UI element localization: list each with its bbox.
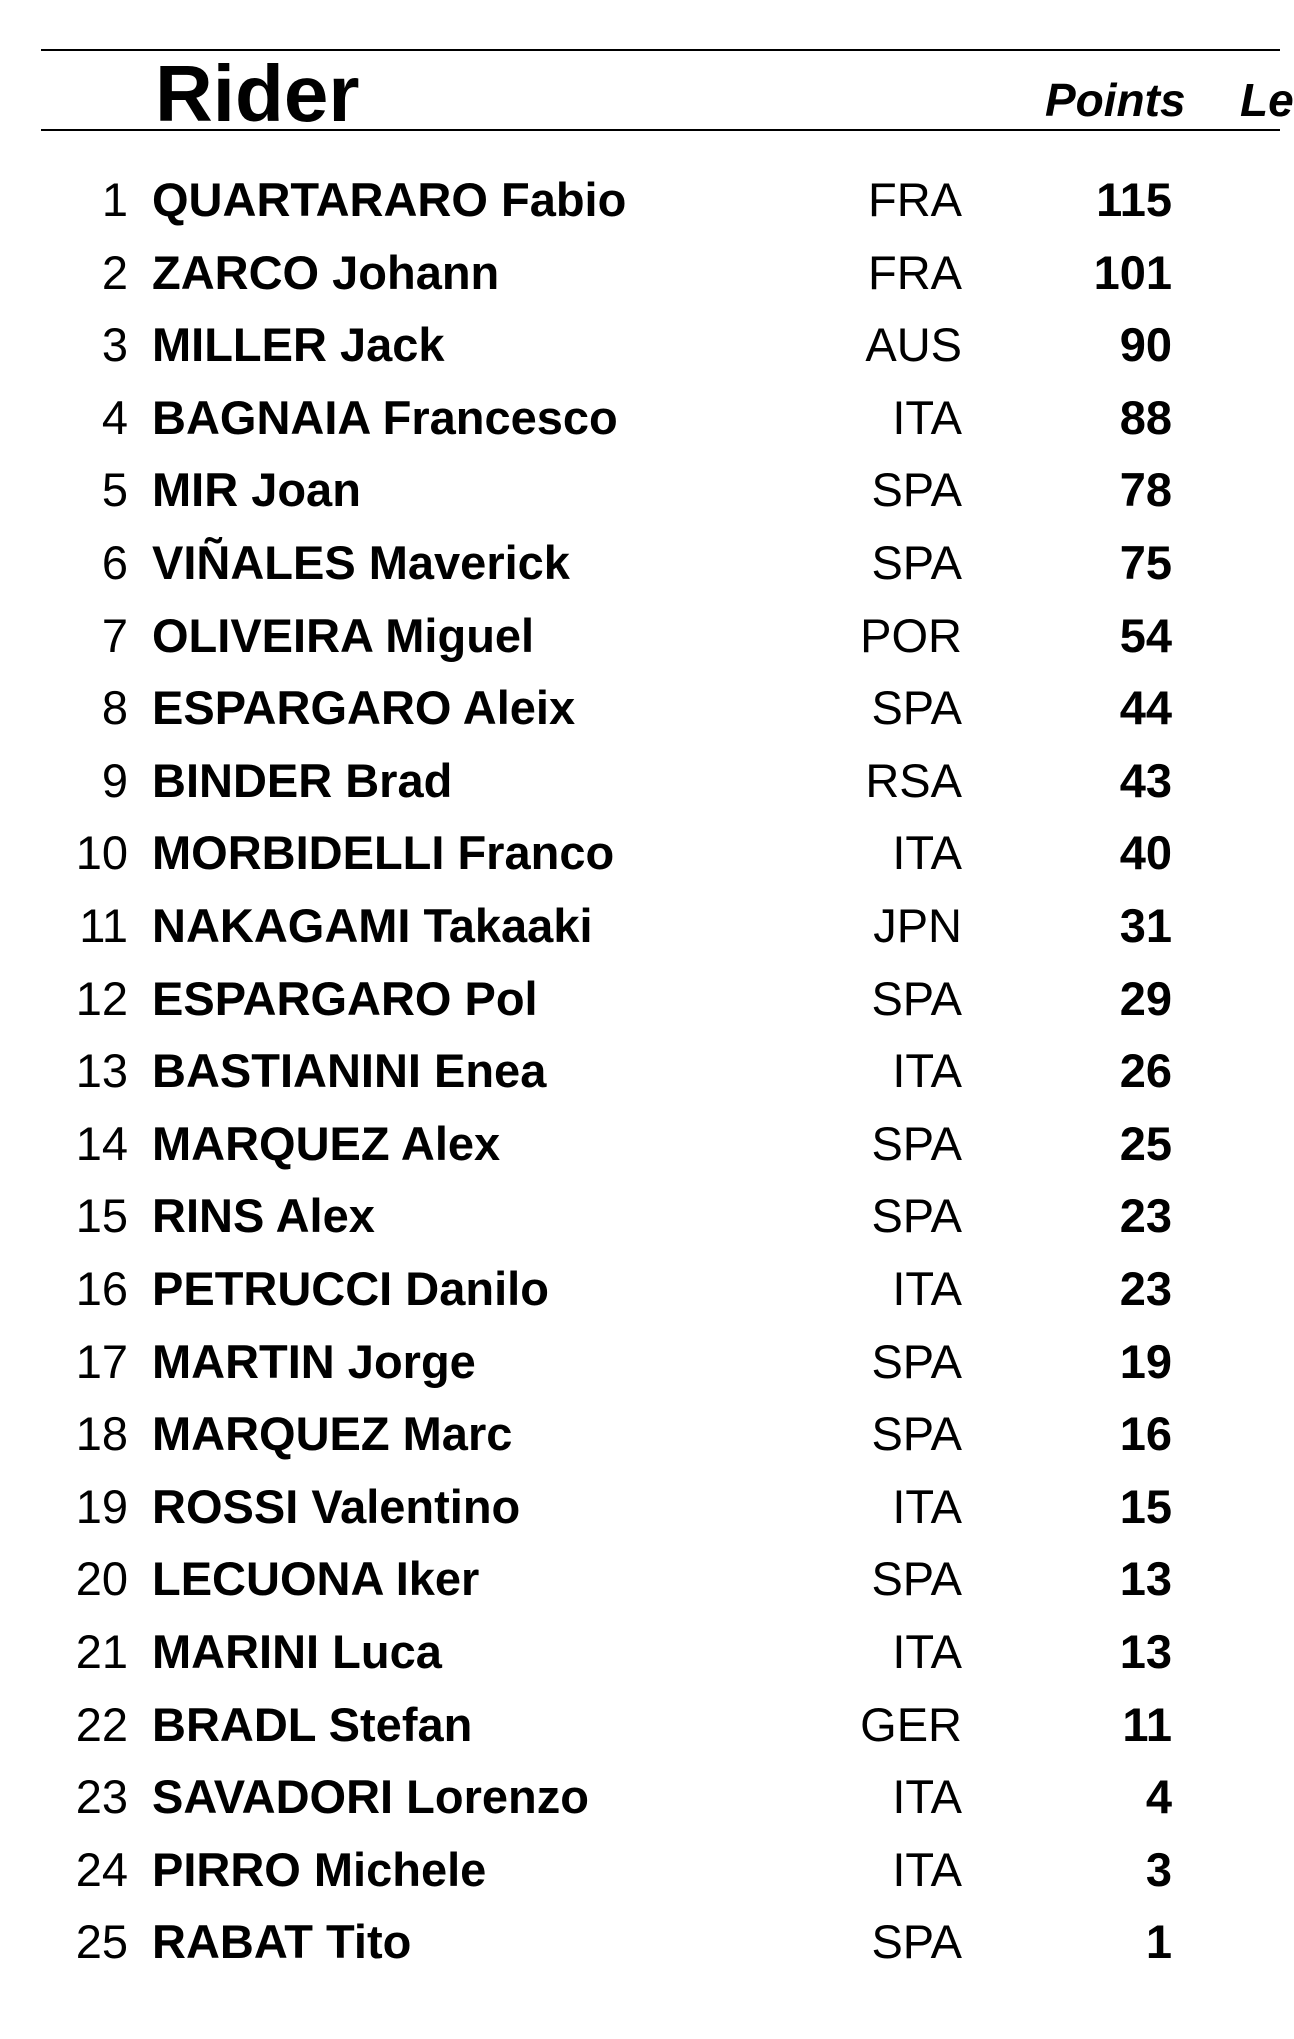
nation-cell: SPA (871, 1334, 962, 1388)
points-cell: 25 (1119, 1116, 1172, 1170)
nation-cell: RSA (865, 753, 962, 807)
rider-name-cell: BINDER Brad (152, 753, 453, 807)
points-cell: 75 (1119, 536, 1172, 589)
nation-cell: SPA (871, 681, 962, 735)
position-cell: 10 (75, 826, 128, 880)
table-row (0, 1180, 1280, 1252)
table-row (0, 309, 1280, 381)
table-row (0, 600, 1280, 672)
table-row (0, 1834, 1280, 1906)
nation-cell: SPA (871, 463, 962, 517)
points-cell: 54 (1119, 608, 1172, 662)
nation-cell: GER (860, 1697, 962, 1751)
rider-name-cell: MARQUEZ Alex (152, 1116, 501, 1170)
table-row (0, 1906, 1280, 1978)
points-cell: 44 (1119, 681, 1172, 735)
points-cell: 23 (1119, 1189, 1172, 1243)
position-cell: 20 (75, 1552, 128, 1606)
rider-name-cell: LECUONA Iker (152, 1552, 480, 1606)
nation-cell: ITA (892, 1842, 962, 1896)
points-cell: 29 (1119, 971, 1172, 1025)
position-cell: 3 (101, 318, 128, 372)
points-cell: 11 (1122, 1697, 1172, 1751)
position-cell: 12 (75, 971, 128, 1025)
table-row (0, 745, 1280, 817)
nation-cell: ITA (892, 826, 962, 880)
table-row (0, 1761, 1280, 1833)
nation-cell: ITA (892, 1770, 962, 1824)
points-cell: 115 (1096, 173, 1172, 226)
points-cell: 19 (1119, 1334, 1172, 1388)
table-row (0, 890, 1280, 962)
rider-name-cell: NAKAGAMI Takaaki (152, 899, 593, 952)
points-cell: 13 (1119, 1552, 1172, 1606)
nation-cell: AUS (865, 318, 962, 372)
table-row (0, 1616, 1280, 1688)
points-cell: 90 (1119, 318, 1172, 372)
table-row (0, 1543, 1280, 1615)
position-cell: 14 (75, 1116, 128, 1170)
rider-name-cell: MARTIN Jorge (152, 1334, 476, 1388)
nation-cell: ITA (892, 1479, 962, 1533)
position-cell: 18 (75, 1407, 128, 1461)
rider-column-header: Rider (155, 49, 360, 138)
rider-name-cell: MARQUEZ Marc (152, 1407, 513, 1461)
position-cell: 8 (101, 681, 128, 735)
nation-cell: JPN (873, 899, 962, 952)
position-cell: 9 (101, 753, 128, 807)
position-cell: 5 (101, 463, 128, 517)
nation-cell: POR (860, 608, 962, 662)
rider-name-cell: PIRRO Michele (152, 1842, 487, 1896)
nation-cell: SPA (871, 971, 962, 1025)
truncated-column-header: Le (1240, 74, 1294, 126)
table-row (0, 1471, 1280, 1543)
position-cell: 22 (75, 1697, 128, 1751)
position-cell: 11 (79, 899, 128, 952)
rider-name-cell: ESPARGARO Pol (152, 971, 538, 1025)
rider-name-cell: ROSSI Valentino (152, 1479, 521, 1533)
rider-name-cell: BASTIANINI Enea (152, 1044, 547, 1098)
nation-cell: ITA (892, 390, 962, 444)
table-row (0, 237, 1280, 309)
nation-cell: SPA (871, 1189, 962, 1243)
nation-cell: SPA (871, 1407, 962, 1461)
position-cell: 6 (101, 536, 128, 589)
table-row (0, 1398, 1280, 1470)
points-cell: 3 (1145, 1842, 1172, 1896)
rider-name-cell: MILLER Jack (152, 318, 445, 372)
position-cell: 17 (75, 1334, 128, 1388)
table-row (0, 527, 1280, 599)
position-cell: 23 (75, 1770, 128, 1824)
position-cell: 13 (75, 1044, 128, 1098)
nation-cell: ITA (892, 1044, 962, 1098)
rider-name-cell: BRADL Stefan (152, 1697, 473, 1751)
rider-name-cell: VIÑALES Maverick (152, 536, 570, 589)
nation-cell: SPA (871, 1915, 962, 1969)
rider-name-cell: ZARCO Johann (152, 245, 500, 299)
rider-name-cell: BAGNAIA Francesco (152, 390, 618, 444)
position-cell: 2 (101, 245, 128, 299)
points-cell: 13 (1119, 1625, 1172, 1678)
rider-name-cell: MORBIDELLI Franco (152, 826, 615, 880)
points-cell: 16 (1119, 1407, 1172, 1461)
points-cell: 23 (1119, 1262, 1172, 1315)
table-row (0, 164, 1280, 236)
position-cell: 15 (75, 1189, 128, 1243)
rider-name-cell: ESPARGARO Aleix (152, 681, 576, 735)
table-row (0, 382, 1280, 454)
table-row (0, 672, 1280, 744)
rider-name-cell: PETRUCCI Danilo (152, 1262, 549, 1315)
position-cell: 16 (75, 1262, 128, 1315)
nation-cell: SPA (871, 536, 962, 589)
rider-name-cell: RINS Alex (152, 1189, 375, 1243)
points-cell: 88 (1119, 390, 1172, 444)
points-cell: 43 (1119, 753, 1172, 807)
nation-cell: SPA (871, 1552, 962, 1606)
points-cell: 4 (1145, 1770, 1172, 1824)
position-cell: 7 (101, 608, 128, 662)
rider-name-cell: MARINI Luca (152, 1625, 442, 1678)
position-cell: 1 (101, 173, 128, 226)
points-cell: 31 (1119, 899, 1172, 952)
position-cell: 25 (75, 1915, 128, 1969)
table-row (0, 963, 1280, 1035)
position-cell: 24 (75, 1842, 128, 1896)
nation-cell: FRA (868, 173, 962, 226)
points-column-header: Points (1045, 74, 1186, 126)
table-row (0, 1253, 1280, 1325)
table-row (0, 1035, 1280, 1107)
nation-cell: FRA (868, 245, 962, 299)
points-cell: 15 (1119, 1479, 1172, 1533)
points-cell: 101 (1093, 245, 1172, 299)
table-row (0, 1108, 1280, 1180)
rider-name-cell: SAVADORI Lorenzo (152, 1770, 589, 1824)
points-cell: 1 (1145, 1915, 1172, 1969)
nation-cell: ITA (892, 1262, 962, 1315)
table-row (0, 454, 1280, 526)
rider-name-cell: RABAT Tito (152, 1915, 412, 1969)
nation-cell: SPA (871, 1116, 962, 1170)
rider-name-cell: MIR Joan (152, 463, 361, 517)
table-row (0, 1326, 1280, 1398)
points-cell: 40 (1119, 826, 1172, 880)
nation-cell: ITA (892, 1625, 962, 1678)
points-cell: 78 (1119, 463, 1172, 517)
points-cell: 26 (1119, 1044, 1172, 1098)
position-cell: 19 (75, 1479, 128, 1533)
rider-name-cell: OLIVEIRA Miguel (152, 608, 535, 662)
position-cell: 21 (75, 1625, 128, 1678)
table-row (0, 1689, 1280, 1761)
rider-name-cell: QUARTARARO Fabio (152, 173, 627, 226)
table-row (0, 817, 1280, 889)
position-cell: 4 (101, 390, 128, 444)
